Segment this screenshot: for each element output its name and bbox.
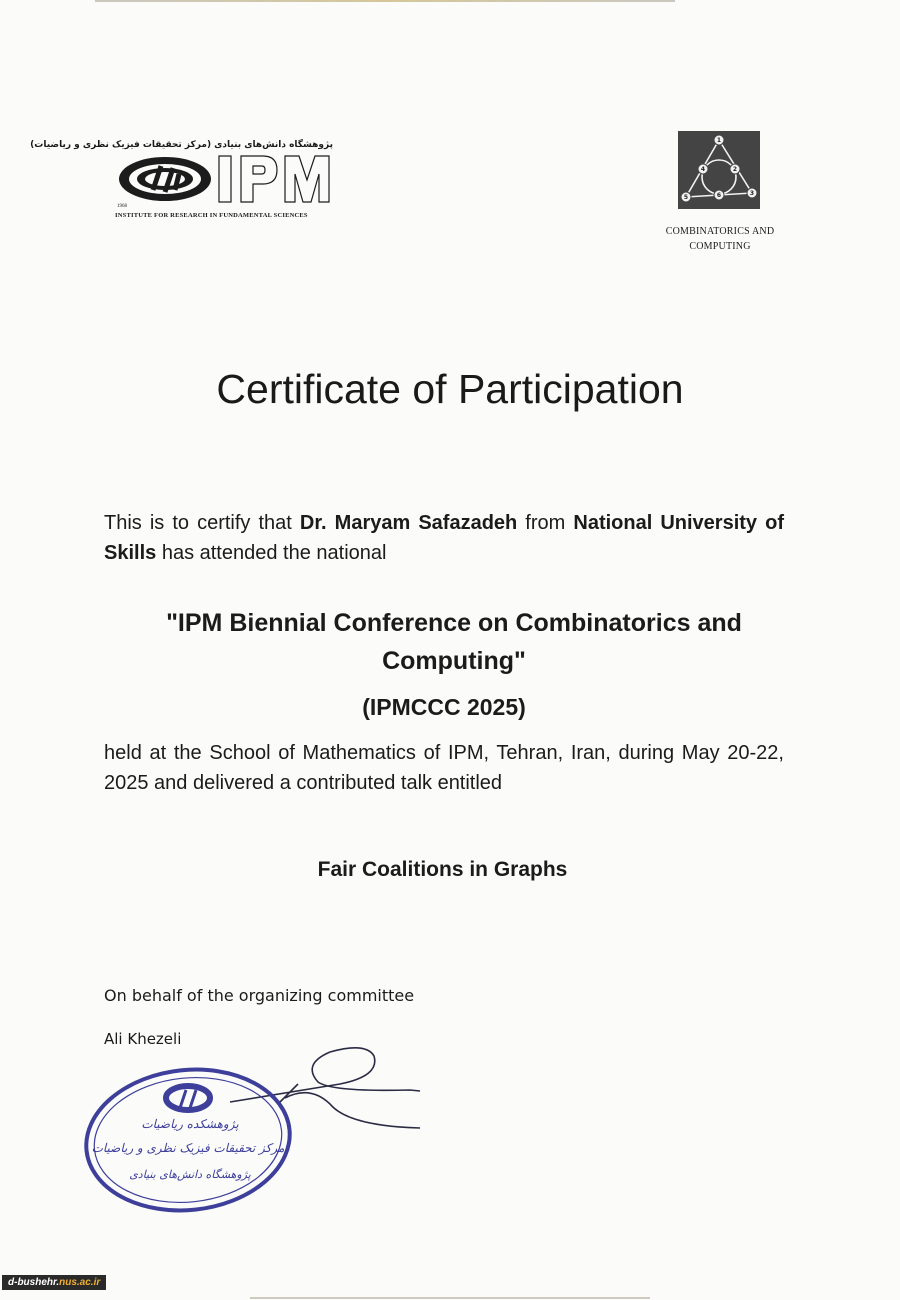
top-edge-line (95, 0, 675, 2)
bottom-edge-line (250, 1297, 650, 1299)
intro-text: This is to certify that (104, 512, 300, 534)
graph-node-label: 5 (683, 194, 689, 201)
graph-node-label: 6 (716, 192, 722, 199)
graph-node-label: 1 (716, 137, 722, 144)
ipm-english-name: INSTITUTE FOR RESEARCH IN FUNDAMENTAL SCIENCES (115, 212, 308, 219)
from-text: from (517, 512, 574, 534)
stamp-text-2: مرکز تحقیقات فیزیک نظری و ریاضیات (91, 1141, 285, 1155)
watermark-prefix: d-bushehr. (8, 1277, 60, 1288)
caption-line-2: COMPUTING (689, 241, 751, 252)
combinatorics-caption (645, 224, 795, 254)
watermark-domain: nus.ac.ir (59, 1277, 101, 1288)
official-stamp (80, 1040, 440, 1220)
ipm-outline-letters-icon (215, 154, 333, 204)
participant-name: Dr. Maryam Safazadeh (299, 512, 518, 534)
caption-line-1: COMBINATORICS AND (665, 226, 775, 237)
ipm-letters (215, 154, 333, 204)
certification-statement (104, 508, 784, 568)
ipm-founding-year: 1968 (117, 204, 127, 209)
stamp-text-3: پژوهشگاه دانش‌های بنیادی (129, 1168, 251, 1181)
ipm-logo (30, 140, 335, 225)
combinatorics-logo (678, 131, 760, 209)
ipm-persian-name: پژوهشگاه دانش‌های بنیادی (مرکز تحقیقات فیزیک نظری و ریاضیات) (30, 140, 333, 150)
stamp-text-1: پژوهشکده ریاضیات (141, 1117, 239, 1131)
signature-scribble (230, 1048, 420, 1128)
site-watermark (2, 1275, 106, 1290)
graph-node-label: 4 (700, 166, 706, 173)
ipm-emblem-icon (117, 154, 217, 204)
conference-acronym: (IPMCCC 2025) (362, 694, 526, 720)
graph-triangle-icon (678, 131, 760, 209)
signer-name: Ali Khezeli (104, 1030, 182, 1048)
graph-node-label: 2 (732, 166, 738, 173)
talk-title: Fair Coalitions in Graphs (317, 858, 568, 881)
certificate-title: Certificate of Participation (216, 366, 684, 412)
graph-node-label: 3 (749, 190, 755, 197)
attended-text: has attended the national (156, 542, 387, 564)
held-statement: held at the School of Mathematics of IPM, Tehran, Iran, during May 20-22, 2025 and delivered a contributed talk entitled (104, 742, 784, 794)
conference-name: "IPM Biennial Conference on Combinatorics and Computing" (166, 609, 742, 675)
university-name: National University of Skills (104, 512, 784, 564)
behalf-line: On behalf of the organizing committee (104, 986, 415, 1005)
stamp-seal (80, 1060, 297, 1220)
